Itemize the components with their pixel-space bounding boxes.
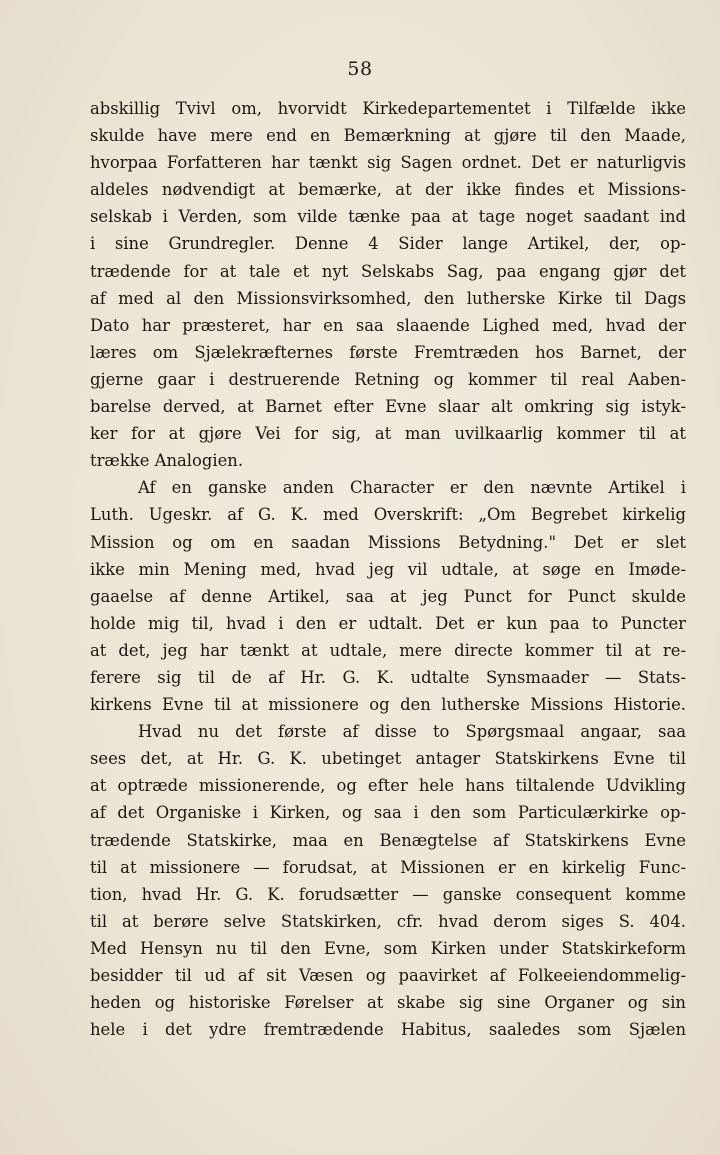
text-line: Mission og om en saadan Missions Betydning." Det er slet — [90, 532, 686, 552]
text-line: at optræde missionerende, og efter hele hans tiltalende Udvikling — [90, 776, 686, 796]
text-line: Luth. Ugeskr. af G. K. med Overskrift: „Om Begrebet kirkelig — [90, 505, 686, 525]
text-line: barelse derved, at Barnet efter Evne slaar alt omkring sig istyk- — [90, 397, 686, 417]
text-line: af det Organiske i Kirken, og saa i den som Particulærkirke op- — [90, 803, 686, 823]
text-line: holde mig til, hvad i den er udtalt. Det er kun paa to Puncter — [90, 613, 686, 633]
text-line: skulde have mere end en Bemærkning at gjøre til den Maade, — [90, 126, 686, 146]
text-line: læres om Sjælekræfternes første Fremtræden hos Barnet, der — [90, 342, 686, 362]
body-text — [90, 95, 686, 1043]
text-line: Hvad nu det første af disse to Spørgsmaal angaar, saa — [138, 722, 686, 742]
text-line: Med Hensyn nu til den Evne, som Kirken under Statskirkeform — [90, 938, 686, 958]
text-line: ker for at gjøre Vei for sig, at man uvilkaarlig kommer til at — [90, 424, 686, 444]
text-line: Af en ganske anden Character er den nævnte Artikel i — [138, 478, 686, 498]
text-line: at det, jeg har tænkt at udtale, mere directe kommer til at re- — [90, 640, 686, 660]
text-line: hvorpaa Forfatteren har tænkt sig Sagen ordnet. Det er naturligvis — [90, 153, 686, 173]
text-line: trædende for at tale et nyt Selskabs Sag, paa engang gjør det — [90, 261, 686, 281]
text-line: gjerne gaar i destruerende Retning og kommer til real Aaben- — [90, 369, 686, 389]
text-line: trække Analogien. — [90, 451, 244, 471]
text-line: tion, hvad Hr. G. K. forudsætter — ganske consequent komme — [90, 884, 686, 904]
text-line: gaaelse af denne Artikel, saa at jeg Punct for Punct skulde — [90, 586, 686, 606]
text-line: abskillig Tvivl om, hvorvidt Kirkedepartementet i Tilfælde ikke — [90, 99, 686, 118]
text-line: aldeles nødvendigt at bemærke, at der ikke findes et Missions- — [90, 180, 686, 200]
page-number: 58 — [347, 58, 373, 80]
text-line: til at berøre selve Statskirken, cfr. hvad derom siges S. 404. — [90, 911, 686, 931]
text-line: ferere sig til de af Hr. G. K. udtalte Synsmaader — Stats- — [90, 667, 686, 687]
text-line: til at missionere — forudsat, at Missionen er en kirkelig Func- — [90, 857, 686, 877]
text-line: sees det, at Hr. G. K. ubetinget antager Statskirkens Evne til — [90, 749, 686, 769]
text-line: hele i det ydre fremtrædende Habitus, saaledes som Sjælen — [90, 1020, 686, 1040]
text-line: i sine Grundregler. Denne 4 Sider lange Artikel, der, op- — [90, 234, 686, 254]
text-line: kirkens Evne til at missionere og den lutherske Missions Historie. — [90, 695, 686, 715]
text-line: besidder til ud af sit Væsen og paavirket af Folkeeiendommelig- — [90, 966, 686, 985]
text-line: trædende Statskirke, maa en Benægtelse af Statskirkens Evne — [90, 830, 686, 850]
text-line: af med al den Missionsvirksomhed, den lutherske Kirke til Dags — [90, 288, 686, 308]
text-line: heden og historiske Førelser at skabe sig sine Organer og sin — [90, 993, 686, 1013]
text-line: selskab i Verden, som vilde tænke paa at tage noget saadant ind — [90, 207, 686, 227]
text-line: Dato har præsteret, har en saa slaaende Lighed med, hvad der — [90, 315, 686, 335]
text-line: ikke min Mening med, hvad jeg vil udtale, at søge en Imøde- — [90, 559, 686, 579]
